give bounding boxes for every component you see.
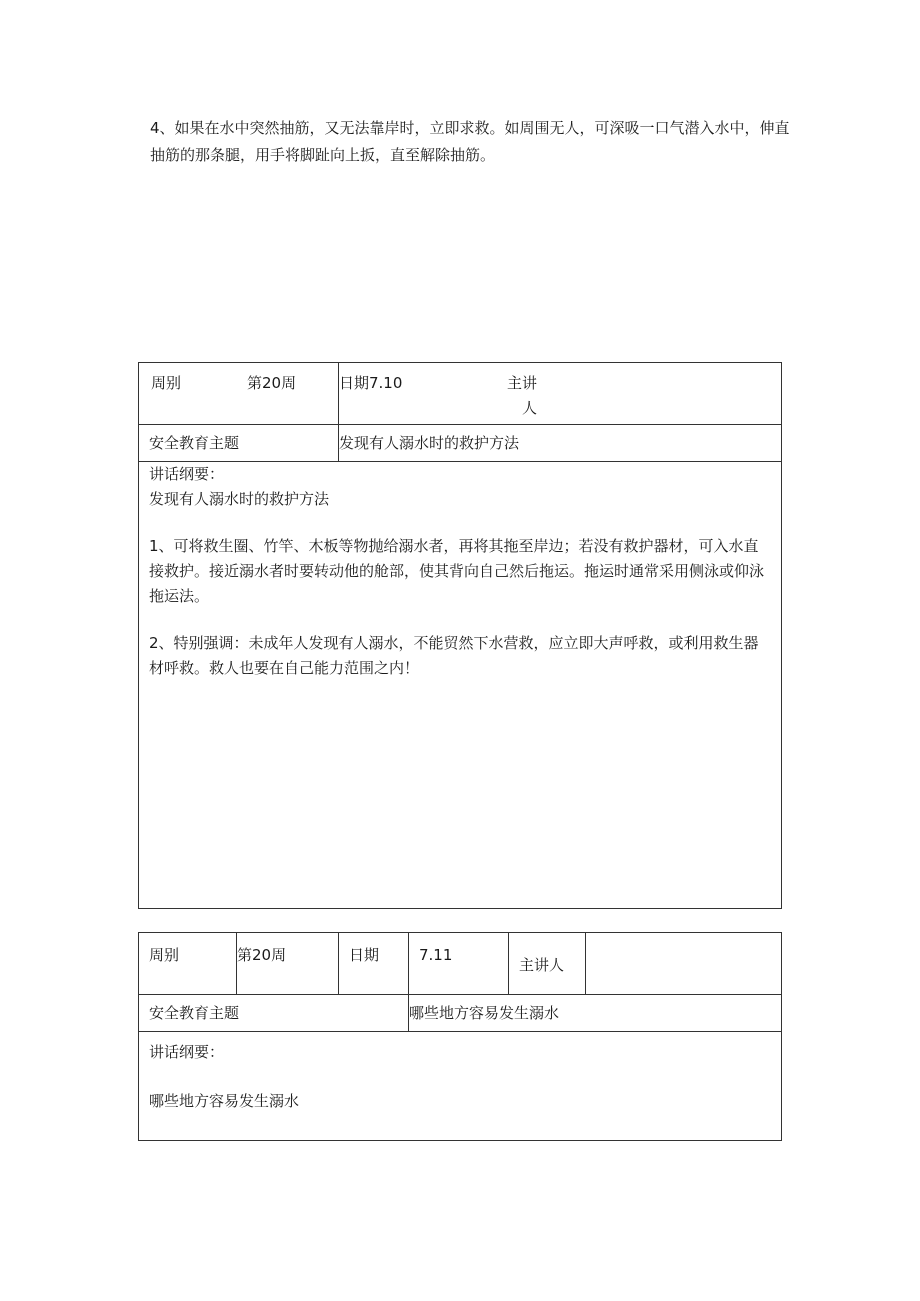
date-label: 日期 — [339, 933, 409, 995]
date-label-value: 日期7.10 — [339, 374, 403, 392]
speaker-value — [586, 933, 782, 995]
lesson-table-week20-day710 — [138, 362, 782, 909]
outline-label: 讲话纲要： — [149, 1043, 225, 1061]
week-label: 周别 — [139, 933, 237, 995]
date-value: 7.11 — [409, 933, 509, 995]
speaker-label: 主讲人 — [509, 933, 586, 995]
week-value: 第20周 — [247, 374, 297, 392]
outline-point-2: 2、特别强调：未成年人发现有人溺水，不能贸然下水营救，应立即大声呼救，或利用救生器材呼救。救人也要在自己能力范围之内！ — [149, 634, 759, 677]
intro-paragraph: 4、如果在水中突然抽筋，又无法靠岸时，立即求救。如周围无人，可深吸一口气潜入水中，伸直抽筋的那条腿，用手将脚趾向上扳，直至解除抽筋。 — [150, 119, 790, 164]
outline-title: 哪些地方容易发生溺水 — [149, 1092, 300, 1110]
topic-label: 安全教育主题 — [139, 425, 339, 462]
outline-cell — [139, 1032, 782, 1141]
topic-value: 发现有人溺水时的救护方法 — [339, 425, 782, 462]
topic-label: 安全教育主题 — [139, 995, 409, 1032]
week-cell — [139, 363, 339, 425]
week-label: 周别 — [151, 374, 182, 392]
outline-cell — [139, 462, 782, 909]
topic-value: 哪些地方容易发生溺水 — [409, 995, 782, 1032]
lesson-table-week20-day711 — [138, 932, 782, 1141]
speaker-label-line2: 人 — [522, 399, 538, 417]
week-value: 第20周 — [237, 933, 339, 995]
outline-label: 讲话纲要： — [149, 465, 225, 483]
outline-title: 发现有人溺水时的救护方法 — [149, 490, 330, 508]
outline-point-1: 1、可将救生圈、竹竿、木板等物抛给溺水者，再将其拖至岸边；若没有救护器材，可入水直接救护。接近溺水者时要转动他的舱部，使其背向自己然后拖运。拖运时通常采用侧泳或仰泳拖运法。 — [149, 537, 765, 605]
speaker-label-line1: 主讲 — [507, 374, 538, 392]
date-speaker-cell — [339, 363, 782, 425]
